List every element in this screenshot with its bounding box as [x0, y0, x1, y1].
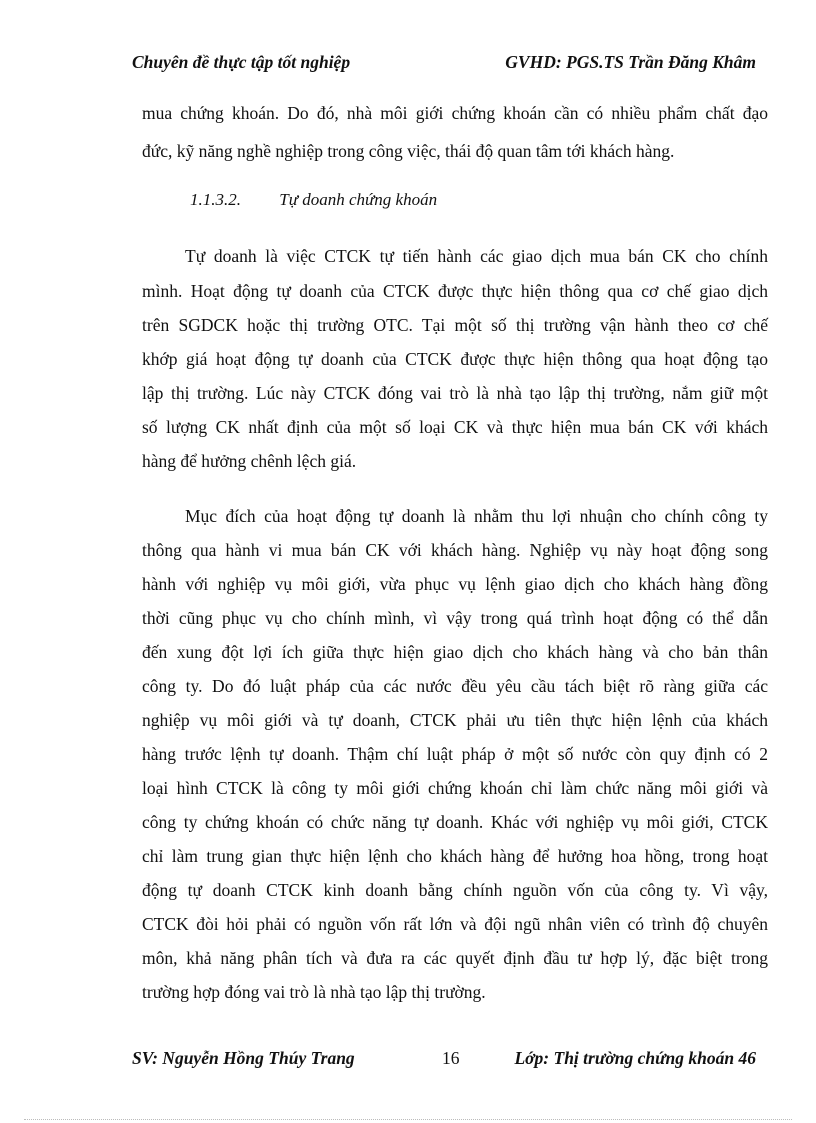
- header-title: Chuyên đề thực tập tốt nghiệp: [132, 52, 351, 72]
- text-line: trên SGDCK hoặc thị trường OTC. Tại một số thị trường vận hành theo cơ chế: [142, 315, 768, 335]
- text-line: công ty chứng khoán có chức năng tự doanh. Khác với nghiệp vụ môi giới, CTCK: [142, 812, 768, 832]
- text-line: hàng trước lệnh tự doanh. Thậm chí luật pháp ở một số nước còn quy định có 2: [142, 744, 768, 764]
- text-line: đến xung đột lợi ích giữa thực hiện giao dịch cho khách hàng và cho bản thân: [142, 642, 768, 662]
- text-line: mình. Hoạt động tự doanh của CTCK được thực hiện thông qua cơ chế giao dịch: [142, 281, 768, 301]
- header-supervisor: GVHD: PGS.TS Trần Đăng Khâm: [505, 52, 756, 72]
- section-title: Tự doanh chứng khoán: [279, 190, 438, 209]
- page-number: 16: [442, 1048, 460, 1068]
- text-line: khớp giá hoạt động tự doanh của CTCK được thực hiện thông qua hoạt động tạo: [142, 349, 768, 369]
- text-line: hàng để hưởng chênh lệch giá.: [142, 451, 357, 471]
- text-line: chỉ làm trung gian thực hiện lệnh cho khách hàng để hưởng hoa hồng, trong hoạt: [142, 846, 768, 866]
- footer-student: SV: Nguyễn Hồng Thúy Trang: [132, 1048, 355, 1068]
- section-number: 1.1.3.2.: [190, 190, 241, 209]
- text-line: mua chứng khoán. Do đó, nhà môi giới chứng khoán cần có nhiều phẩm chất đạo: [142, 103, 768, 123]
- text-line: động tự doanh CTCK kinh doanh bằng chính nguồn vốn của công ty. Vì vậy,: [142, 880, 768, 900]
- text-line: CTCK đòi hỏi phải có nguồn vốn rất lớn và đội ngũ nhân viên có trình độ chuyên: [142, 914, 768, 934]
- text-line: thời cũng phục vụ cho chính mình, vì vậy trong quá trình hoạt động có thể dẫn: [142, 608, 768, 628]
- text-line: trường hợp đóng vai trò là nhà tạo lập thị trường.: [142, 982, 486, 1002]
- section-heading: [190, 190, 437, 210]
- text-line: Tự doanh là việc CTCK tự tiến hành các giao dịch mua bán CK cho chính: [185, 246, 768, 266]
- text-line: thông qua hành vi mua bán CK với khách hàng. Nghiệp vụ này hoạt động song: [142, 540, 768, 560]
- text-line: Mục đích của hoạt động tự doanh là nhằm thu lợi nhuận cho chính công ty: [185, 506, 768, 526]
- text-line: nghiệp vụ môi giới và tự doanh, CTCK phải ưu tiên thực hiện lệnh của khách: [142, 710, 768, 730]
- text-line: số lượng CK nhất định của một số loại CK và thực hiện mua bán CK với khách: [142, 417, 768, 437]
- text-line: hành với nghiệp vụ môi giới, vừa phục vụ lệnh giao dịch cho khách hàng đồng: [142, 574, 768, 594]
- footer-class: Lớp: Thị trường chứng khoán 46: [514, 1048, 756, 1068]
- text-line: đức, kỹ năng nghề nghiệp trong công việc, thái độ quan tâm tới khách hàng.: [142, 141, 675, 161]
- text-line: công ty. Do đó luật pháp của các nước đều yêu cầu tách biệt rõ ràng giữa các: [142, 676, 768, 696]
- text-line: lập thị trường. Lúc này CTCK đóng vai trò là nhà tạo lập thị trường, nắm giữ một: [142, 383, 768, 403]
- page-footer: [132, 1048, 756, 1074]
- text-line: môn, khả năng phân tích và đưa ra các quyết định đầu tư hợp lý, đặc biệt trong: [142, 948, 768, 968]
- text-line: loại hình CTCK là công ty môi giới chứng khoán chỉ làm chức năng môi giới và: [142, 778, 768, 798]
- page-bottom-divider: [24, 1119, 792, 1120]
